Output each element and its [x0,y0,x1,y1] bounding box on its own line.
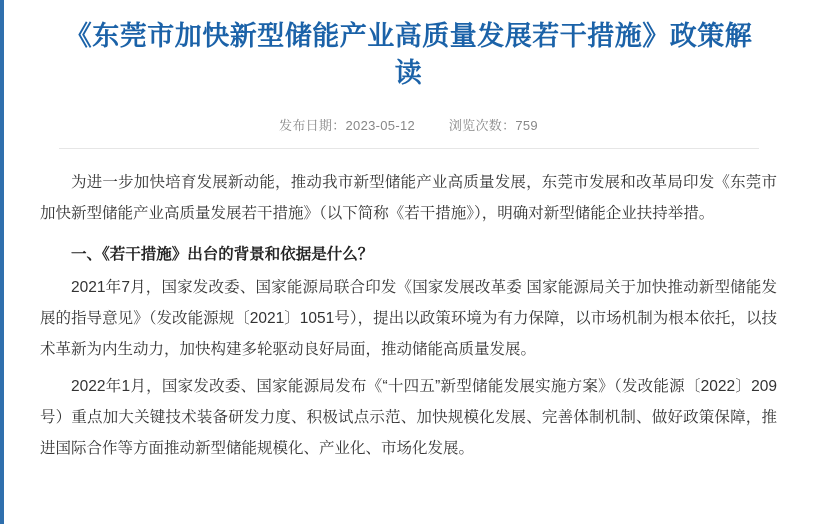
section-heading-1: 一、《若干措施》出台的背景和依据是什么？ [71,245,374,263]
paragraph-body-2: 2022年1月，国家发改委、国家能源局发布《“十四五”新型储能发展实施方案》（发改能源〔2022〕209号）重点加大关键技术装备研发力度、积极试点示范、加快规模化发展、完善体制机制、做好政策保障，推进国际合作等方面推动新型储能规模化、产业化、市场化发展。 [40,377,777,457]
left-accent-rule [0,0,4,524]
page-title: 《东莞市加快新型储能产业高质量发展若干措施》政策解读 [64,21,753,89]
header-divider [59,148,759,149]
publish-date: 发布日期：2023-05-12 [279,117,416,133]
paragraph-body-1: 2021年7月，国家发改委、国家能源局联合印发《国家发展改革委 国家能源局关于加快推动新型储能发展的指导意见》（发改能源规〔2021〕1051号），提出以政策环境为有力保障，以市场机制为根本依托，以技术革新为内生动力，加快构建多轮驱动良好局面，推动储能高质量发展。 [40,278,777,358]
paragraph-intro: 为进一步加快培育发展新动能，推动我市新型储能产业高质量发展，东莞市发展和改革局印发《东莞市加快新型储能产业高质量发展若干措施》（以下简称《若干措施》），明确对新型储能企业扶持举措。 [40,173,777,222]
document-body [40,167,777,464]
view-count: 浏览次数：759 [448,117,538,133]
document-meta [40,115,777,134]
